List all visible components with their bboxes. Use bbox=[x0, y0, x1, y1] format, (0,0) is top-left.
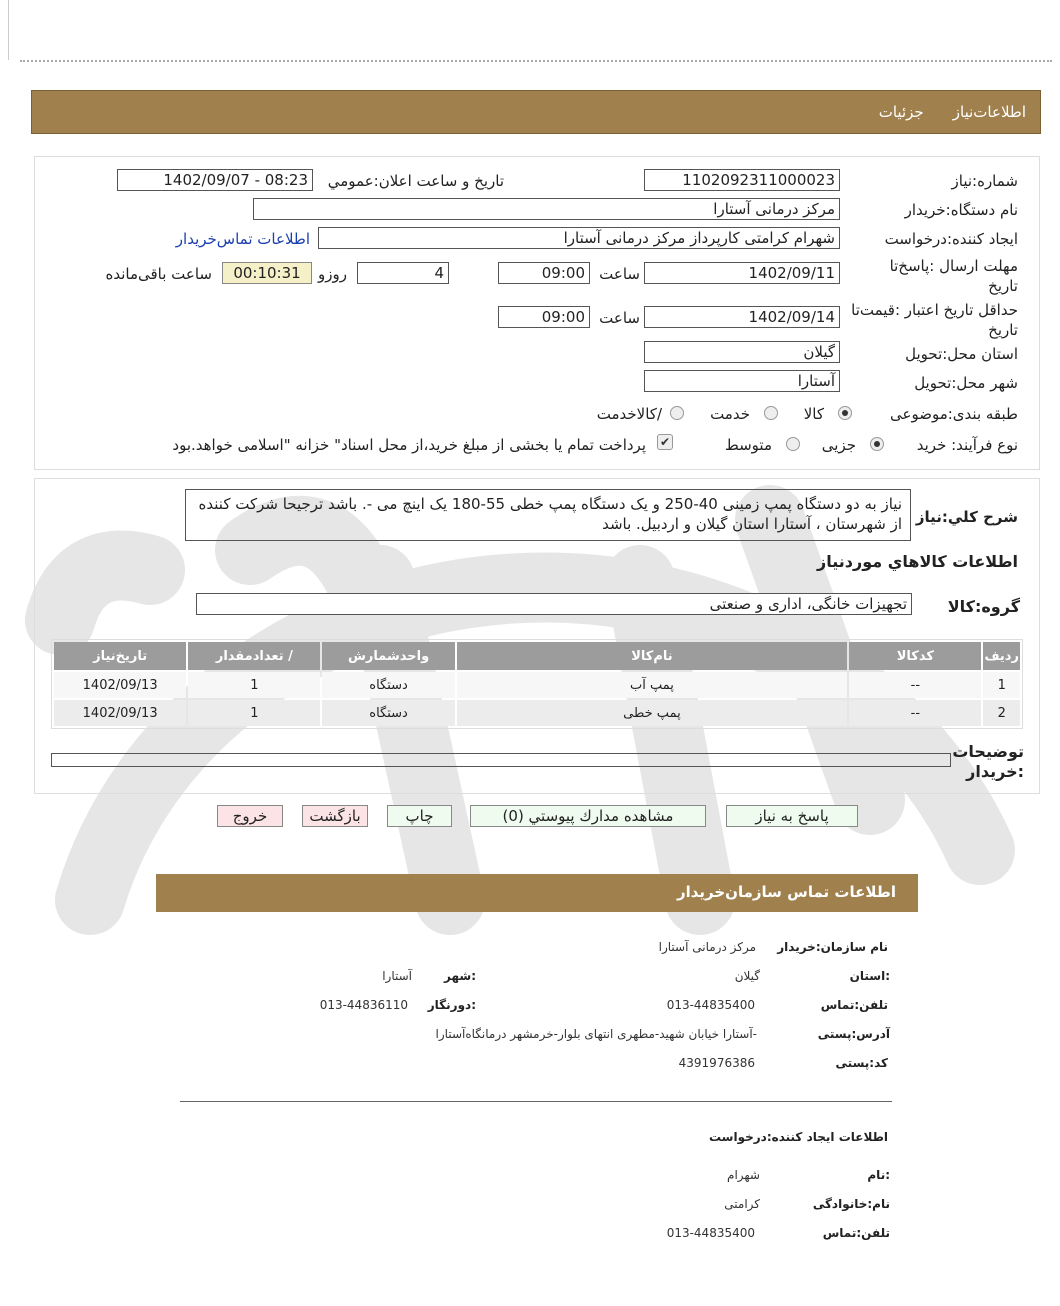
validity-time-field: 09:00 bbox=[498, 306, 590, 328]
col-unit: واحدشمارش bbox=[322, 642, 454, 670]
creator-info-title: اطلاعات ایجاد کننده:درخواست bbox=[708, 1130, 888, 1144]
attachments-button[interactable]: مشاهده مدارك پیوستي (0) bbox=[470, 805, 706, 827]
buyer-org-field: مرکز درمانی آستارا bbox=[253, 198, 840, 220]
buyer-notes-box bbox=[51, 753, 951, 767]
process-medium-label: متوسط bbox=[724, 436, 772, 454]
contact-fax-value: 013-44836110 bbox=[319, 998, 408, 1012]
cell-name: پمپ خطی bbox=[457, 700, 848, 726]
province-field: گیلان bbox=[644, 341, 840, 363]
deadline-time-field: 09:00 bbox=[498, 262, 590, 284]
contact-org-value: مرکز درمانی آستارا bbox=[658, 940, 756, 954]
tab-need-info[interactable]: اطلاعات‌نیاز bbox=[952, 103, 1026, 121]
creator-name-value: شهرام bbox=[727, 1168, 760, 1182]
contact-title: اطلاعات تماس سازمان‌خریدار bbox=[676, 883, 896, 901]
cell-qty: 1 bbox=[188, 700, 320, 726]
cell-row: 2 bbox=[983, 700, 1020, 726]
remaining-time-field: 00:10:31 bbox=[222, 262, 312, 284]
category-goods-service-radio[interactable] bbox=[670, 406, 684, 420]
buyer-contact-link[interactable]: اطلاعات تماس‌خریدار bbox=[175, 230, 310, 248]
contact-province-value: گیلان bbox=[734, 969, 760, 983]
process-label: نوع فرآیند: خرید bbox=[916, 436, 1018, 454]
category-service-label: خدمت bbox=[710, 405, 750, 423]
cell-date: 1402/09/13 bbox=[54, 700, 186, 726]
cell-code: -- bbox=[849, 672, 981, 698]
creator-field: شهرام کرامتی کارپرداز مرکز درمانی آستارا bbox=[318, 227, 840, 249]
process-partial-radio[interactable] bbox=[870, 437, 884, 451]
announce-date-field: 1402/09/07 - 08:23 bbox=[117, 169, 313, 191]
buyer-org-label: نام دستگاه:خریدار bbox=[904, 201, 1018, 219]
description-label: شرح کلي:نیاز bbox=[915, 508, 1018, 526]
contact-org-label: نام سازمان:خریدار bbox=[777, 940, 888, 954]
category-goods-label: کالا bbox=[803, 405, 824, 423]
contact-divider bbox=[180, 1101, 892, 1102]
days-field: 4 bbox=[357, 262, 449, 284]
category-goods-service-label: /کالاخدمت bbox=[596, 405, 662, 423]
contact-address-label: آدرس:پستی bbox=[817, 1027, 890, 1041]
category-goods-radio[interactable] bbox=[838, 406, 852, 420]
creator-phone-value: 013-44835400 bbox=[666, 1226, 755, 1240]
days-label: روزو bbox=[318, 265, 347, 283]
creator-name-label: :نام bbox=[867, 1168, 890, 1182]
contact-city-value: آستارا bbox=[382, 969, 412, 983]
col-date: تاریخ‌نیاز bbox=[54, 642, 186, 670]
payment-text: پرداخت تمام یا بخشی از مبلغ خرید،از محل اسناد" خزانه "اسلامی خواهد.بود bbox=[172, 436, 646, 454]
contact-address-value: -آستارا خیابان شهید-مطهری انتهای بلوار-خرمشهر درمانگاه‌آستارا bbox=[435, 1027, 757, 1041]
process-medium-radio[interactable] bbox=[786, 437, 800, 451]
cell-unit: دستگاه bbox=[322, 700, 454, 726]
items-table bbox=[52, 640, 1022, 728]
col-qty: / تعدادمقدار bbox=[188, 642, 320, 670]
contact-phone-label: تلفن:تماس bbox=[820, 998, 888, 1012]
province-label: استان محل:تحویل bbox=[905, 345, 1018, 363]
cell-name: پمپ آب bbox=[457, 672, 848, 698]
cell-date: 1402/09/13 bbox=[54, 672, 186, 698]
deadline-time-label: ساعت bbox=[599, 265, 640, 283]
cell-code: -- bbox=[849, 700, 981, 726]
process-partial-label: جزیی bbox=[821, 436, 856, 454]
payment-checkbox[interactable]: ✔ bbox=[657, 434, 673, 450]
goods-info-title: اطلاعات کالاهاي موردنیاز bbox=[817, 552, 1018, 571]
city-label: شهر محل:تحویل bbox=[914, 374, 1018, 392]
validity-date-field: 1402/09/14 bbox=[644, 306, 840, 328]
table-row bbox=[54, 672, 1020, 698]
deadline-date-field: 1402/09/11 bbox=[644, 262, 840, 284]
description-box: نیاز به دو دستگاه پمپ زمینی 40-250 و یک دستگاه پمپ خطی 55-180 یک اینچ می -. باشد ترجیحا شرکت کننده از شهرستان ، آستارا استان گیلان و اردبیل. باشد bbox=[185, 489, 911, 541]
exit-button[interactable]: خروج bbox=[217, 805, 283, 827]
validity-time-label: ساعت bbox=[599, 309, 640, 327]
dotted-divider bbox=[20, 60, 1052, 62]
city-field: آستارا bbox=[644, 370, 840, 392]
cell-row: 1 bbox=[983, 672, 1020, 698]
print-button[interactable]: چاپ bbox=[387, 805, 452, 827]
table-row bbox=[54, 700, 1020, 726]
goods-group-label: گروه:کالا bbox=[947, 597, 1020, 616]
creator-label: ایجاد کننده:درخواست bbox=[884, 230, 1018, 248]
col-name: نام‌کالا bbox=[457, 642, 848, 670]
category-service-radio[interactable] bbox=[764, 406, 778, 420]
cell-unit: دستگاه bbox=[322, 672, 454, 698]
contact-phone-value: 013-44835400 bbox=[666, 998, 755, 1012]
back-button[interactable]: بازگشت bbox=[302, 805, 368, 827]
table-header-row bbox=[54, 642, 1020, 670]
col-code: کدکالا bbox=[849, 642, 981, 670]
validity-label: حداقل تاریخ اعتبار :قیمت‌تا تاریخ bbox=[851, 301, 1018, 339]
left-border-line bbox=[8, 0, 9, 60]
contact-city-label: :شهر bbox=[444, 969, 476, 983]
creator-family-label: نام:خانوادگی bbox=[812, 1197, 890, 1211]
tab-details[interactable]: جزئیات bbox=[878, 103, 924, 121]
deadline-label: مهلت ارسال :پاسخ‌تا تاریخ bbox=[889, 257, 1018, 295]
items-table-wrap bbox=[51, 639, 1023, 729]
contact-postal-value: 4391976386 bbox=[678, 1056, 755, 1070]
category-label: طبقه بندی:موضوعی bbox=[890, 405, 1018, 423]
cell-qty: 1 bbox=[188, 672, 320, 698]
announce-date-label: تاریخ و ساعت اعلان:عمومي bbox=[327, 172, 504, 190]
contact-fax-label: :دورنگار bbox=[427, 998, 476, 1012]
contact-postal-label: کد:پستی bbox=[835, 1056, 888, 1070]
header-tab-bar bbox=[31, 90, 1041, 134]
creator-phone-label: تلفن:تماس bbox=[822, 1226, 890, 1240]
contact-header bbox=[156, 874, 918, 912]
reply-button[interactable]: پاسخ به نیاز bbox=[726, 805, 858, 827]
need-number-field: 1102092311000023 bbox=[644, 169, 840, 191]
goods-group-field: تجهیزات خانگی، اداری و صنعتی bbox=[196, 593, 912, 615]
creator-family-value: کرامتی bbox=[724, 1197, 760, 1211]
remaining-time-label: ساعت باقی‌مانده bbox=[105, 265, 212, 283]
col-row: ردیف bbox=[983, 642, 1020, 670]
need-number-label: شماره‌:نیاز bbox=[951, 172, 1018, 190]
buyer-notes-label: توضیحات :خریدار bbox=[952, 742, 1024, 781]
contact-province-label: :استان bbox=[849, 969, 890, 983]
